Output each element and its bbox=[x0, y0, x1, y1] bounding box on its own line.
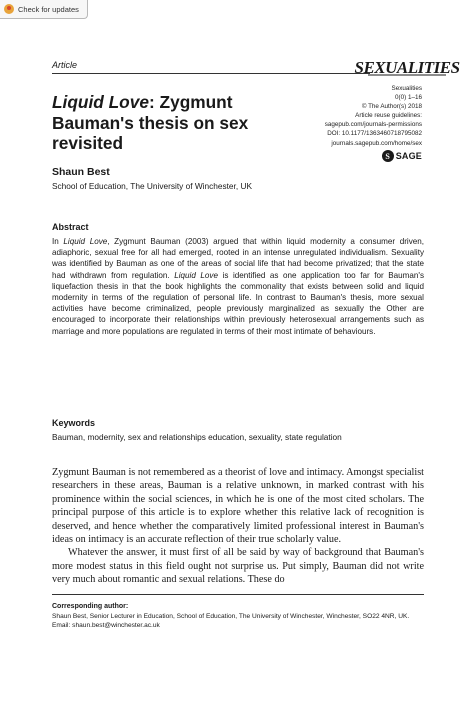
abstract-heading: Abstract bbox=[52, 222, 89, 232]
article-metadata bbox=[325, 84, 422, 148]
check-for-updates-badge[interactable] bbox=[0, 0, 88, 19]
article-type-label: Article bbox=[52, 60, 78, 70]
journal-logo-text: SEXUALITIES bbox=[354, 58, 460, 77]
abstract-italic-run: Liquid Love bbox=[63, 237, 108, 246]
body-paragraph-2: Whatever the answer, it must first of all be said by way of background that Bauman's more modest status in this field ought not surprise us. Put simply, Bauman did not write very much about romantic and sexual relations. These do bbox=[52, 547, 424, 586]
sage-icon: S bbox=[382, 150, 394, 162]
check-for-updates-label: Check for updates bbox=[18, 4, 79, 14]
corresponding-author-note bbox=[52, 602, 424, 631]
check-for-updates-icon bbox=[4, 4, 14, 14]
footnote-address: Shaun Best, Senior Lecturer in Education, School of Education, The University of Winchester, Winchester, SO22 4NR, UK. bbox=[52, 612, 410, 620]
abstract-run: In bbox=[52, 237, 64, 246]
publisher-logo bbox=[382, 150, 422, 162]
footnote-heading: Corresponding author: bbox=[52, 603, 129, 610]
header-rule bbox=[52, 73, 370, 74]
abstract-italic-run: Liquid Love bbox=[174, 270, 218, 280]
meta-reuse: Article reuse guidelines: bbox=[355, 112, 422, 120]
abstract-text bbox=[52, 236, 424, 337]
keywords-text: Bauman, modernity, sex and relationships education, sexuality, state regulation bbox=[52, 432, 342, 442]
title-italic: Liquid Love bbox=[52, 92, 149, 112]
abstract-run: , Zygmunt Bauman (2003) argued that within liquid modernity a consumer driven, adiaphoric, sexual free for all had emerged, rooted in an intense unregulated individualism. Sexuality was identified by Bauman as one of the areas of social life that had become privatized; that the state had withdrawn from regulation. bbox=[52, 237, 424, 280]
publisher-name: SAGE bbox=[395, 151, 422, 161]
abstract-run: is identified as one application too far for Bauman's liquefaction thesis in that the book highlights the commonality that exists between solid and liquid modernity in terms of the regulation of personal life. In contrast to Bauman's thesis, more sexual activities have become criminalized, people previously marginalized as sexually the Other are encouraged to incorporate their relationships within previously heterosexual arrangements such as marriage and more populations are regulated in terms of their most intimate of behaviours. bbox=[52, 270, 425, 336]
article-title bbox=[52, 92, 292, 154]
author-affiliation: School of Education, The University of Winchester, UK bbox=[52, 181, 252, 191]
meta-doi[interactable]: DOI: 10.1177/1363460718795082 bbox=[327, 130, 422, 138]
meta-journal: Sexualities bbox=[391, 85, 422, 92]
body-paragraph-1: Zygmunt Bauman is not remembered as a theorist of love and intimacy. Amongst specialist researchers in these areas, Bauman is a relative unknown, in marked contrast with his prominence within the social sciences, in which he is one of the most cited scholars. The principal purpose of this article is to explore whether this relative lack of recognition is deserved, and hence whether the comparatively limited professional interest in Bauman's ideas on intimacy is an accurate reflection of their true scholarly value. bbox=[52, 467, 424, 546]
body-text bbox=[52, 466, 424, 587]
title-rest: : Zygmunt Bauman's thesis on sex revisited bbox=[52, 92, 249, 153]
keywords-heading: Keywords bbox=[52, 418, 96, 428]
footnote-rule bbox=[52, 594, 424, 595]
journal-logo bbox=[354, 50, 460, 80]
author-name: Shaun Best bbox=[52, 166, 110, 178]
meta-volume: 0(0) 1–16 bbox=[395, 94, 422, 102]
meta-permissions-link[interactable]: sagepub.com/journals-permissions bbox=[324, 121, 422, 129]
meta-journal-link[interactable]: journals.sagepub.com/home/sex bbox=[331, 139, 422, 147]
footnote-email[interactable]: Email: shaun.best@winchester.ac.uk bbox=[52, 622, 160, 630]
meta-copyright: © The Author(s) 2018 bbox=[361, 103, 422, 111]
